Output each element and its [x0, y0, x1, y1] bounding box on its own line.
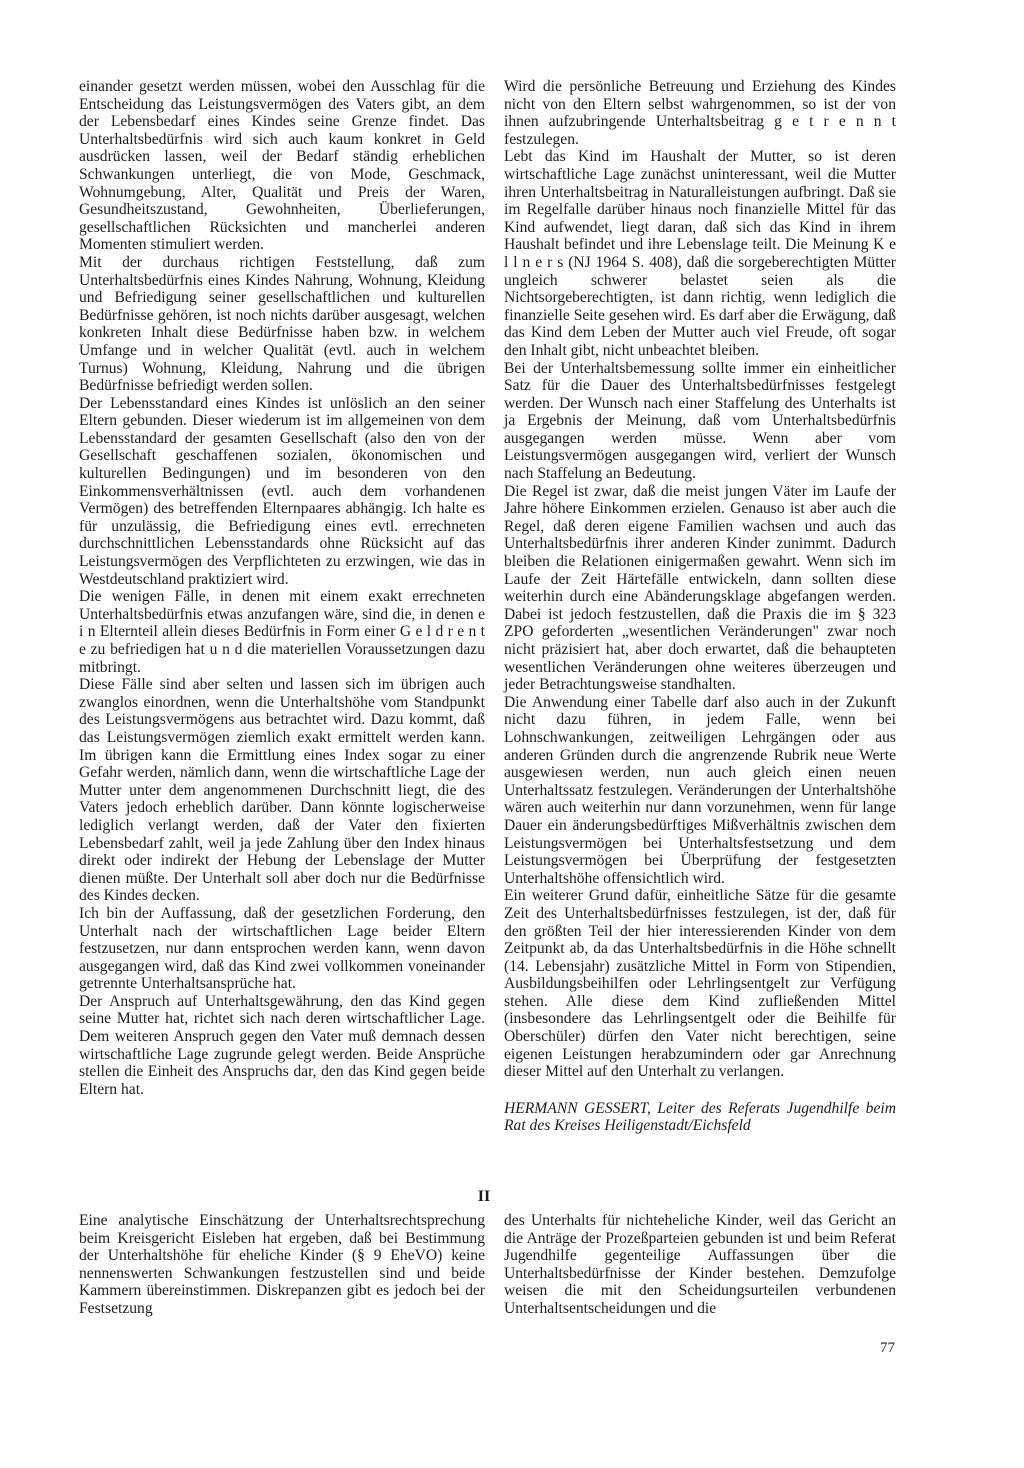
- page-number: 77: [880, 1340, 895, 1356]
- paragraph: Mit der durchaus richtigen Feststellung, daß zum Unterhaltsbedürfnis eines Kindes Nahrung, Wohnung, Kleidung und Befriedigung seiner gesellschaftlichen und kulturellen Bedürfnisse gehören, ist noch nichts darüber ausgesagt, welchen konkreten Inhalt diese Bedürfnisse haben bzw. in welchem Umfange und in welcher Qualität (evtl. auch in welchem Turnus) Wohnung, Kleidung, Nahrung und die übrigen Bedürfnisse befriedigt werden sollen.: [79, 253, 485, 395]
- paragraph: einander gesetzt werden müssen, wobei den Ausschlag für die Entscheidung das Leistungsvermögen des Vaters gibt, an dem der Lebensbedarf eines Kindes seine Grenze findet. Das Unterhaltsbedürfnis wird sich auch kaum konkret in Geld ausdrücken lassen, weil der Bedarf ständig erheblichen Schwankungen unterliegt, die von Mode, Geschmack, Wohnumgebung, Alter, Qualität und Preis der Waren, Gesundheitszustand, Gewohnheiten, Überlieferungen, gesellschaftlichen Rücksichten und mancherlei anderen Momenten stimuliert werden.: [79, 78, 485, 254]
- paragraph: Ein weiterer Grund dafür, einheitliche Sätze für die gesamte Zeit des Unterhaltsbedürfnisses festzulegen, ist der, daß für den größten Teil der hier interessierenden Kinder von dem Zeitpunkt ab, da das Unterhaltsbedürfnis in die Höhe schnellt (14. Lebensjahr) zusätzliche Mittel in Form von Stipendien, Ausbildungsbeihilfen oder Lehrlingsentgelt zur Verfügung stehen. Alle diese dem Kind zufließenden Mittel (insbesondere das Lehrlingsentgelt oder die Beihilfe für Oberschüler) dürfen den Vater nicht berechtigen, seine eigenen Leistungen herabzumindern oder gar Anrechnung dieser Mittel auf den Unterhalt zu verlangen.: [504, 887, 896, 1081]
- paragraph: Der Anspruch auf Unterhaltsgewährung, den das Kind gegen seine Mutter hat, richtet sich nach deren wirtschaftlicher Lage. Dem weiteren Anspruch gegen den Vater muß demnach dessen wirtschaftliche Lage zugrunde gelegt werden. Beide Ansprüche stellen die Einheit des Anspruchs dar, den das Kind gegen beide Eltern hat.: [79, 992, 485, 1098]
- paragraph: Lebt das Kind im Haushalt der Mutter, so ist deren wirtschaftliche Lage zunächst uninteressant, weil die Mutter ihren Unterhaltsbeitrag in Naturalleistungen aufbringt. Daß sie im Regelfalle darüber hinaus noch finanzielle Mittel für das Kind aufwendet, liegt daran, daß sich das Kind in ihrem Haushalt befindet und ihre Lebenslage teilt. Die Meinung K e l l n e r s (NJ 1964 S. 408), daß die sorgeberechtigten Mütter ungleich schwerer belastet seien als die Nichtsorgeberechtigten, ist dann richtig, wenn lediglich die finanzielle Seite gesehen wird. Es darf aber die Erwägung, daß das Kind dem Leben der Mutter auch viel Freude, oft sogar den Inhalt gibt, nicht unbeachtet bleiben.: [504, 148, 896, 359]
- right-column-top: [504, 78, 896, 1135]
- paragraph: Eine analytische Einschätzung der Unterhaltsrechtsprechung beim Kreisgericht Eisleben hat ergeben, daß bei Bestimmung der Unterhaltshöhe für eheliche Kinder (§ 9 EheVO) keine nennenswerten Schwankungen festzustellen sind und beide Kammern übereinstimmen. Diskrepanzen gibt es jedoch bei der Festsetzung: [79, 1212, 485, 1317]
- paragraph: Die wenigen Fälle, in denen mit einem exakt errechneten Unterhaltsbedürfnis etwas anzufangen wäre, sind die, in denen e i n Elternteil allein dieses Bedürfnis in Form einer G e l d r e n t e zu befriedigen hat u n d die materiellen Voraussetzungen dazu mitbringt.: [79, 588, 485, 676]
- paragraph: Diese Fälle sind aber selten und lassen sich im übrigen auch zwanglos einordnen, wenn die Unterhaltshöhe vom Standpunkt des Leistungsvermögens aus betrachtet wird. Dazu kommt, daß das Leistungsvermögen ziemlich exakt ermittelt werden kann. Im übrigen kann die Ermittlung eines Index sogar zu einer Gefahr werden, nämlich dann, wenn die wirtschaftliche Lage der Mutter unter dem angenommenen Durchschnitt liegt, die des Vaters jedoch erheblich darüber. Dann könnte logischerweise lediglich verlangt werden, daß der Vater den fixierten Lebensbedarf zahlt, weil ja jede Zahlung über den Index hinaus direkt oder indirekt der Hebung der Lebenslage der Mutter dienen müßte. Der Unterhalt soll aber doch nur die Bedürfnisse des Kindes decken.: [79, 676, 485, 905]
- section-number: II: [477, 1188, 491, 1205]
- paragraph: Wird die persönliche Betreuung und Erziehung des Kindes nicht von den Eltern selbst wahrgenommen, so ist der von ihnen aufzubringende Unterhaltsbeitrag g e t r e n n t festzulegen.: [504, 78, 896, 148]
- paragraph: Die Anwendung einer Tabelle darf also auch in der Zukunft nicht dazu führen, in jedem Falle, wenn bei Lohnschwankungen, zeitweiligen Lehrgängen oder aus anderen Gründen durch die angrenzende Rubrik neue Werte ausgewiesen werden, nun auch gleich einen neuen Unterhaltssatz festzulegen. Veränderungen der Unterhaltshöhe wären auch weiterhin nur dann vorzunehmen, wenn für lange Dauer ein änderungsbedürftiges Mißverhältnis zwischen dem Leistungsvermögen bei Unterhaltsfestsetzung und dem Leistungsvermögen bei Überprüfung der festgesetzten Unterhaltshöhe offensichtlich wird.: [504, 693, 896, 887]
- paragraph: Ich bin der Auffassung, daß der gesetzlichen Forderung, den Unterhalt nach der wirtschaftlichen Lage beider Eltern festzusetzen, nur dann entsprochen werden kann, wenn davon ausgegangen wird, daß das Kind zwei vollkommen voneinander getrennte Unterhaltsansprüche hat.: [79, 904, 485, 993]
- left-column-bottom: [79, 1212, 485, 1318]
- paragraph: Bei der Unterhaltsbemessung sollte immer ein einheitlicher Satz für die Dauer des Unterhaltsbedürfnisses festgelegt werden. Der Wunsch nach einer Staffelung des Unterhalts ist ja Ergebnis der Meinung, daß vom Unterhaltsbedürfnis ausgegangen werden müsse. Wenn aber vom Leistungsvermögen ausgegangen wird, verliert der Wunsch nach Staffelung an Bedeutung.: [504, 359, 896, 483]
- paragraph: Der Lebensstandard eines Kindes ist unlöslich an den seiner Eltern gebunden. Dieser wiederum ist im allgemeinen von dem Lebensstandard der gesamten Gesellschaft (also den von der Gesellschaft geschaffenen sozialen, ökonomischen und kulturellen Bedingungen) und im besonderen von den Einkommensverhältnissen (evtl. auch dem vorhandenen Vermögen) des betreffenden Elternpaares abhängig. Ich halte es für unzulässig, die Befriedigung eines evtl. errechneten durchschnittlichen Lebensstandards ohne Rücksicht auf das Leistungsvermögen des Verpflichteten zu erzwingen, wie das in Westdeutschland praktiziert wird.: [79, 394, 485, 588]
- author-signature: HERMANN GESSERT, Leiter des Referats Jugendhilfe beim Rat des Kreises Heiligenstadt/Eichsfeld: [504, 1099, 896, 1135]
- right-column-bottom: [504, 1212, 896, 1318]
- paragraph: des Unterhalts für nichteheliche Kinder, weil das Gericht an die Anträge der Prozeßparteien gebunden ist und beim Referat Jugendhilfe gegenteilige Auffassungen über die Unterhaltsbedürfnisse der Kinder bestehen. Demzufolge weisen die mit den Scheidungsurteilen verbundenen Unterhaltsentscheidungen und die: [504, 1212, 896, 1317]
- left-column-top: [79, 78, 485, 1098]
- paragraph: Die Regel ist zwar, daß die meist jungen Väter im Laufe der Jahre höhere Einkommen erzielen. Genauso ist aber auch die Regel, daß deren eigene Familien wachsen und auch das Unterhaltsbedürfnis ihrer anderen Kinder zunimmt. Dadurch bleiben die Relationen einigermaßen gewahrt. Wenn sich im Laufe der Zeit Härtefälle entwickeln, dann sollten diese weiterhin durch eine Abänderungsklage abgefangen werden. Dabei ist jedoch festzustellen, daß die Praxis die im § 323 ZPO geforderten „wesentlichen Veränderungen" zwar noch nicht präzisiert hat, aber doch erwartet, daß die behaupteten wesentlichen Veränderungen ohne weiteres überzeugen und jeder Betrachtungsweise standhalten.: [504, 482, 896, 694]
